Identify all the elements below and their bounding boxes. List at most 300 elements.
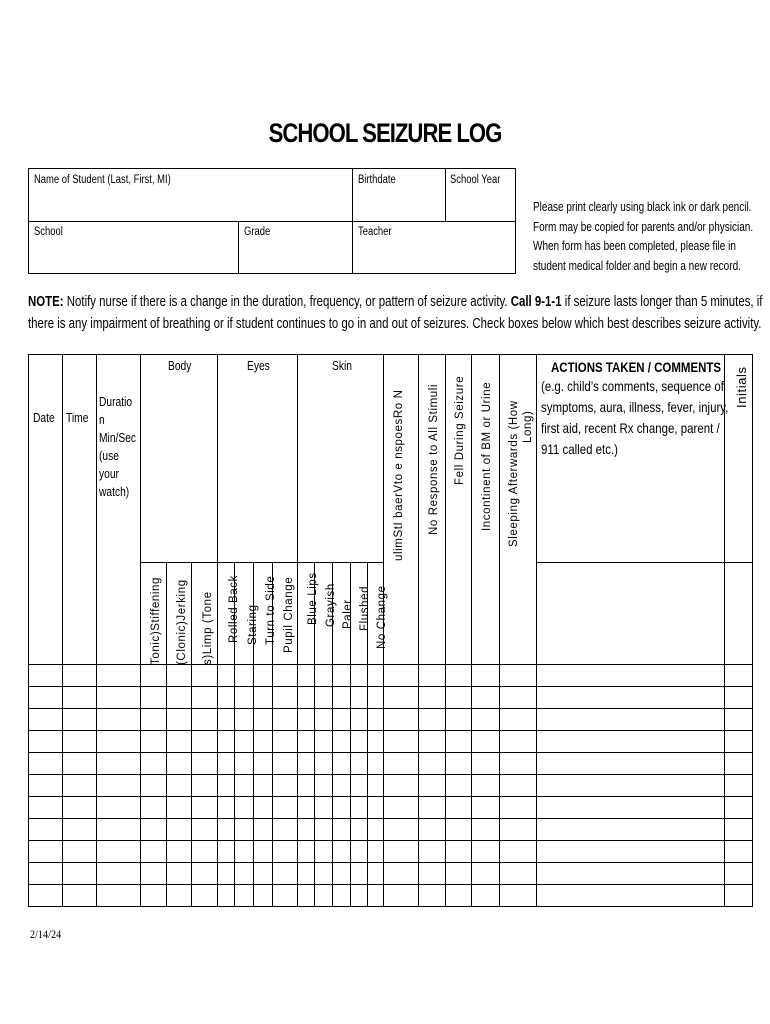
name-of-student-label: Name of Student (Last, First, MI) — [34, 174, 171, 186]
log-entry-cell[interactable] — [167, 775, 191, 796]
log-entry-cell[interactable] — [30, 709, 62, 730]
log-entry-cell[interactable] — [725, 665, 752, 686]
instructions — [533, 198, 753, 276]
log-entry-cell[interactable] — [537, 885, 724, 906]
log-entry-cell[interactable] — [419, 665, 445, 686]
log-entry-cell[interactable] — [537, 665, 724, 686]
log-entry-cell[interactable] — [537, 753, 724, 774]
log-entry-cell[interactable] — [333, 841, 350, 862]
log-entry-cell[interactable] — [167, 841, 191, 862]
log-entry-cell[interactable] — [315, 885, 332, 906]
skin-item-label: No Change — [376, 585, 388, 649]
log-entry-cell[interactable] — [63, 709, 96, 730]
log-entry-cell[interactable] — [419, 731, 445, 752]
duration-column-header: your — [99, 467, 119, 481]
log-entry-cell[interactable] — [30, 731, 62, 752]
log-entry-cell[interactable] — [218, 687, 234, 708]
log-entry-cell[interactable] — [446, 687, 471, 708]
log-entry-cell[interactable] — [254, 819, 272, 840]
log-entry-cell[interactable] — [167, 731, 191, 752]
log-entry-cell[interactable] — [254, 665, 272, 686]
school-label: School — [34, 226, 63, 238]
log-entry-cell[interactable] — [218, 863, 234, 884]
log-entry-cell[interactable] — [333, 687, 350, 708]
log-entry-cell[interactable] — [351, 665, 367, 686]
date-column-header: Date — [33, 411, 55, 425]
log-entry-cell[interactable] — [254, 753, 272, 774]
skin-item-label: Flushed — [359, 585, 371, 631]
skin-item-label: Blue Lips — [307, 572, 319, 625]
log-entry-cell[interactable] — [472, 841, 499, 862]
log-entry-cell[interactable] — [333, 665, 350, 686]
log-entry-cell[interactable] — [500, 797, 536, 818]
log-entry-cell[interactable] — [725, 841, 752, 862]
log-entry-cell[interactable] — [500, 665, 536, 686]
grid-line — [536, 562, 752, 563]
log-entry-cell[interactable] — [218, 753, 234, 774]
log-entry-cell[interactable] — [368, 775, 383, 796]
log-entry-cell[interactable] — [192, 731, 217, 752]
log-entry-cell[interactable] — [419, 863, 445, 884]
log-entry-cell[interactable] — [298, 797, 314, 818]
log-entry-cell[interactable] — [254, 687, 272, 708]
log-entry-cell[interactable] — [63, 819, 96, 840]
log-entry-cell[interactable] — [192, 709, 217, 730]
log-entry-cell[interactable] — [384, 731, 418, 752]
note-text: if seizure lasts longer than 5 minutes, if — [561, 294, 763, 310]
school-year-label: School Year — [450, 174, 501, 186]
log-entry-cell[interactable] — [315, 863, 332, 884]
log-entry-cell[interactable] — [333, 753, 350, 774]
log-entry-cell[interactable] — [333, 819, 350, 840]
log-entry-cell[interactable] — [500, 863, 536, 884]
log-entry-cell[interactable] — [141, 885, 166, 906]
log-entry-cell[interactable] — [446, 885, 471, 906]
log-entry-cell[interactable] — [315, 709, 332, 730]
sleeping-afterwards-label: Sleeping Afterwards (How — [508, 400, 520, 547]
log-entry-cell[interactable] — [141, 863, 166, 884]
log-entry-cell[interactable] — [218, 797, 234, 818]
log-entry-cell[interactable] — [725, 687, 752, 708]
eyes-item-label: Staring — [247, 604, 259, 645]
log-entry-cell[interactable] — [725, 709, 752, 730]
log-entry-cell[interactable] — [273, 797, 297, 818]
log-entry-cell[interactable] — [30, 841, 62, 862]
log-entry-cell[interactable] — [446, 665, 471, 686]
log-entry-cell[interactable] — [141, 753, 166, 774]
log-entry-cell[interactable] — [472, 753, 499, 774]
log-entry-cell[interactable] — [298, 709, 314, 730]
log-entry-cell[interactable] — [537, 841, 724, 862]
log-entry-cell[interactable] — [235, 819, 253, 840]
log-entry-cell[interactable] — [446, 841, 471, 862]
log-entry-cell[interactable] — [254, 709, 272, 730]
log-entry-cell[interactable] — [167, 665, 191, 686]
log-entry-cell[interactable] — [218, 731, 234, 752]
duration-column-header: (use — [99, 449, 119, 463]
log-entry-cell[interactable] — [472, 709, 499, 730]
log-entry-cell[interactable] — [315, 797, 332, 818]
log-entry-cell[interactable] — [30, 687, 62, 708]
log-entry-cell[interactable] — [298, 731, 314, 752]
log-entry-cell[interactable] — [725, 753, 752, 774]
log-entry-cell[interactable] — [218, 841, 234, 862]
actions-comments-hint: symptoms, aura, illness, fever, injury, — [541, 399, 729, 415]
log-entry-cell[interactable] — [537, 863, 724, 884]
log-entry-cell[interactable] — [446, 797, 471, 818]
log-entry-cell[interactable] — [97, 775, 140, 796]
log-entry-cell[interactable] — [141, 709, 166, 730]
log-entry-cell[interactable] — [273, 709, 297, 730]
log-entry-cell[interactable] — [192, 665, 217, 686]
seizure-log-table — [28, 354, 753, 907]
log-entry-cell[interactable] — [97, 709, 140, 730]
log-entry-cell[interactable] — [97, 731, 140, 752]
log-entry-cell[interactable] — [273, 819, 297, 840]
log-entry-cell[interactable] — [537, 709, 724, 730]
log-entry-cell[interactable] — [254, 797, 272, 818]
log-entry-cell[interactable] — [725, 819, 752, 840]
log-entry-cell[interactable] — [446, 709, 471, 730]
grade-label: Grade — [244, 226, 271, 238]
log-entry-cell[interactable] — [30, 665, 62, 686]
log-entry-cell[interactable] — [235, 687, 253, 708]
instruction-line: Form may be copied for parents and/or physician. — [533, 219, 754, 234]
log-entry-cell[interactable] — [141, 819, 166, 840]
log-entry-cell[interactable] — [351, 819, 367, 840]
duration-column-header: n — [99, 413, 105, 427]
log-entry-cell[interactable] — [254, 885, 272, 906]
log-entry-cell[interactable] — [725, 797, 752, 818]
duration-column-header: watch) — [99, 485, 130, 499]
no-response-to-all-stimuli-label: No Response to All Stimuli — [428, 383, 440, 535]
log-entry-cell[interactable] — [725, 775, 752, 796]
log-entry-cell[interactable] — [419, 841, 445, 862]
log-entry-cell[interactable] — [273, 753, 297, 774]
log-entry-cell[interactable] — [368, 863, 383, 884]
log-entry-cell[interactable] — [419, 885, 445, 906]
log-entry-cell[interactable] — [298, 775, 314, 796]
log-entry-cell[interactable] — [500, 687, 536, 708]
log-entry-cell[interactable] — [368, 665, 383, 686]
log-entry-cell[interactable] — [273, 731, 297, 752]
log-entry-cell[interactable] — [235, 753, 253, 774]
log-entry-cell[interactable] — [315, 665, 332, 686]
log-entry-cell[interactable] — [254, 863, 272, 884]
log-entry-cell[interactable] — [333, 885, 350, 906]
log-entry-cell[interactable] — [315, 687, 332, 708]
log-entry-cell[interactable] — [472, 775, 499, 796]
log-entry-cell[interactable] — [273, 665, 297, 686]
log-entry-cell[interactable] — [30, 863, 62, 884]
time-column-header: Time — [66, 411, 89, 425]
log-entry-cell[interactable] — [218, 775, 234, 796]
log-entry-cell[interactable] — [235, 885, 253, 906]
log-entry-cell[interactable] — [235, 775, 253, 796]
log-entry-cell[interactable] — [298, 885, 314, 906]
log-entry-cell[interactable] — [725, 731, 752, 752]
log-entry-cell[interactable] — [63, 731, 96, 752]
actions-taken-header: ACTIONS TAKEN / COMMENTS — [551, 359, 722, 375]
log-entry-cell[interactable] — [500, 709, 536, 730]
log-entry-cell[interactable] — [384, 841, 418, 862]
log-entry-cell[interactable] — [192, 753, 217, 774]
log-entry-cell[interactable] — [63, 797, 96, 818]
log-entry-cell[interactable] — [333, 863, 350, 884]
log-entry-cell[interactable] — [254, 731, 272, 752]
log-entry-cell[interactable] — [298, 819, 314, 840]
log-entry-cell[interactable] — [167, 687, 191, 708]
log-entry-cell[interactable] — [192, 819, 217, 840]
student-info-box — [28, 168, 516, 274]
log-entry-cell[interactable] — [315, 753, 332, 774]
log-entry-cell[interactable] — [472, 797, 499, 818]
log-entry-cell[interactable] — [63, 775, 96, 796]
log-entry-cell[interactable] — [167, 819, 191, 840]
log-entry-cell[interactable] — [351, 753, 367, 774]
log-entry-cell[interactable] — [141, 687, 166, 708]
log-entry-cell[interactable] — [472, 819, 499, 840]
log-entry-cell[interactable] — [167, 753, 191, 774]
grid-line — [140, 562, 383, 563]
eyes-item-label: Rolled Back — [228, 575, 240, 643]
log-entry-cell[interactable] — [384, 863, 418, 884]
log-entry-cell[interactable] — [167, 863, 191, 884]
log-entry-cell[interactable] — [30, 819, 62, 840]
log-entry-cell[interactable] — [500, 753, 536, 774]
body-item-label: Tonic)Stiffening — [150, 576, 162, 665]
log-entry-cell[interactable] — [141, 731, 166, 752]
log-entry-cell[interactable] — [537, 797, 724, 818]
log-entry-cell[interactable] — [472, 885, 499, 906]
log-entry-cell[interactable] — [419, 775, 445, 796]
log-entry-cell[interactable] — [63, 863, 96, 884]
log-entry-cell[interactable] — [235, 731, 253, 752]
log-entry-cell[interactable] — [384, 665, 418, 686]
log-entry-cell[interactable] — [273, 841, 297, 862]
log-entry-cell[interactable] — [351, 885, 367, 906]
log-entry-cell[interactable] — [97, 687, 140, 708]
body-item-label: (Clonic)Jerking — [176, 579, 188, 665]
log-entry-cell[interactable] — [315, 819, 332, 840]
revision-date: 2/14/24 — [30, 927, 62, 941]
log-entry-cell[interactable] — [235, 863, 253, 884]
log-entry-cell[interactable] — [537, 819, 724, 840]
body-group-header: Body — [168, 359, 192, 373]
note-paragraph — [28, 292, 763, 335]
actions-comments-hint: (e.g. child’s comments, sequence of — [541, 378, 724, 394]
log-entry-cell[interactable] — [500, 841, 536, 862]
log-entry-cell[interactable] — [351, 841, 367, 862]
instruction-line: Please print clearly using black ink or dark pencil. — [533, 200, 752, 214]
log-entry-cell[interactable] — [63, 665, 96, 686]
note-label: NOTE: — [28, 294, 64, 310]
log-entry-cell[interactable] — [30, 753, 62, 774]
log-entry-cell[interactable] — [235, 841, 253, 862]
log-entry-cell[interactable] — [446, 863, 471, 884]
log-entry-cell[interactable] — [419, 753, 445, 774]
log-entry-cell[interactable] — [192, 797, 217, 818]
log-entry-cell[interactable] — [141, 775, 166, 796]
log-entry-cell[interactable] — [97, 885, 140, 906]
log-entry-cell[interactable] — [273, 885, 297, 906]
log-entry-cell[interactable] — [333, 775, 350, 796]
log-entry-cell[interactable] — [446, 753, 471, 774]
log-entry-cell[interactable] — [273, 687, 297, 708]
duration-column-header: Duratio — [99, 395, 133, 409]
instruction-line: student medical folder and begin a new record. — [533, 258, 741, 273]
actions-comments-hint: 911 called etc.) — [541, 441, 619, 457]
incontinent-label: Incontinent of BM or Urine — [481, 381, 493, 531]
log-entry-cell[interactable] — [235, 709, 253, 730]
log-entry-cell[interactable] — [192, 885, 217, 906]
log-entry-cell[interactable] — [368, 885, 383, 906]
log-entry-cell[interactable] — [30, 775, 62, 796]
note-line-2: there is any impairment of breathing or if student continues to go in and out of seizures. Check boxes below which best describes seizure activity. — [28, 315, 762, 332]
log-entry-cell[interactable] — [97, 863, 140, 884]
log-entry-cell[interactable] — [419, 687, 445, 708]
log-entry-cell[interactable] — [97, 753, 140, 774]
log-entry-cell[interactable] — [167, 797, 191, 818]
skin-item-label: Paler — [342, 599, 354, 629]
log-entry-cell[interactable] — [167, 885, 191, 906]
log-entry-cell[interactable] — [192, 841, 217, 862]
log-entry-cell[interactable] — [30, 885, 62, 906]
log-entry-cell[interactable] — [384, 797, 418, 818]
log-entry-cell[interactable] — [384, 753, 418, 774]
log-entry-cell[interactable] — [472, 731, 499, 752]
log-entry-cell[interactable] — [472, 863, 499, 884]
initials-column-header: Initials — [734, 366, 749, 408]
actions-comments-hint: first aid, recent Rx change, parent / — [541, 420, 720, 436]
log-entry-cell[interactable] — [351, 731, 367, 752]
log-entry-cell[interactable] — [298, 665, 314, 686]
eyes-item-label: Turn to Side — [265, 575, 277, 645]
log-entry-cell[interactable] — [384, 775, 418, 796]
log-entry-cell[interactable] — [472, 687, 499, 708]
eyes-item-label: Pupil Change — [283, 576, 295, 653]
log-entry-cell[interactable] — [368, 687, 383, 708]
log-entry-cell[interactable] — [141, 665, 166, 686]
log-entry-cell[interactable] — [218, 819, 234, 840]
duration-column-header: Min/Sec — [99, 431, 137, 445]
log-entry-cell[interactable] — [141, 841, 166, 862]
log-entry-cell[interactable] — [218, 665, 234, 686]
log-entry-cell[interactable] — [218, 709, 234, 730]
log-entry-cell[interactable] — [446, 775, 471, 796]
log-entry-cell[interactable] — [500, 819, 536, 840]
log-entry-cell[interactable] — [298, 863, 314, 884]
log-entry-cell[interactable] — [472, 665, 499, 686]
log-entry-cell[interactable] — [368, 797, 383, 818]
log-entry-cell[interactable] — [298, 841, 314, 862]
log-entry-cell[interactable] — [315, 731, 332, 752]
note-text: Notify nurse if there is a change in the duration, frequency, or pattern of seizure activity. — [63, 294, 511, 310]
log-entry-cell[interactable] — [368, 709, 383, 730]
form-title: SCHOOL SEIZURE LOG — [268, 118, 502, 148]
log-entry-cell[interactable] — [419, 797, 445, 818]
log-entry-cell[interactable] — [97, 841, 140, 862]
log-entry-cell[interactable] — [419, 709, 445, 730]
log-entry-cell[interactable] — [537, 775, 724, 796]
eyes-group-header: Eyes — [247, 359, 270, 373]
log-entry-cell[interactable] — [351, 775, 367, 796]
log-entry-cell[interactable] — [725, 885, 752, 906]
log-entry-cell[interactable] — [500, 775, 536, 796]
log-entry-cell[interactable] — [368, 753, 383, 774]
log-entry-cell[interactable] — [384, 709, 418, 730]
log-entry-cell[interactable] — [368, 731, 383, 752]
log-entry-cell[interactable] — [63, 841, 96, 862]
no-response-to-verbal-label: ulimStI baerVto e nspoesRo N — [393, 389, 405, 561]
log-entry-cell[interactable] — [725, 863, 752, 884]
log-entry-cell[interactable] — [141, 797, 166, 818]
log-entry-cell[interactable] — [192, 775, 217, 796]
fell-during-seizure-label: Fell During Seizure — [454, 375, 466, 485]
log-entry-cell[interactable] — [333, 797, 350, 818]
log-entry-cell[interactable] — [351, 863, 367, 884]
log-entry-cell[interactable] — [63, 885, 96, 906]
log-entry-cell[interactable] — [235, 797, 253, 818]
log-entry-cell[interactable] — [97, 797, 140, 818]
log-entry-cell[interactable] — [167, 709, 191, 730]
log-entry-cell[interactable] — [30, 797, 62, 818]
log-entry-cell[interactable] — [333, 731, 350, 752]
log-entry-cell[interactable] — [500, 885, 536, 906]
sleeping-afterwards-label: Long) — [522, 410, 534, 443]
log-entry-cell[interactable] — [384, 819, 418, 840]
instruction-line: When form has been completed, please file in — [533, 239, 736, 253]
log-entry-cell[interactable] — [500, 731, 536, 752]
log-entry-cell[interactable] — [254, 841, 272, 862]
log-entry-cell[interactable] — [273, 775, 297, 796]
log-entry-cell[interactable] — [315, 841, 332, 862]
log-entry-cell[interactable] — [192, 863, 217, 884]
log-entry-cell[interactable] — [235, 665, 253, 686]
log-entry-cell[interactable] — [333, 709, 350, 730]
log-entry-cell[interactable] — [97, 819, 140, 840]
log-entry-cell[interactable] — [351, 687, 367, 708]
body-item-label: s)Limp (Tone — [202, 591, 214, 665]
skin-item-label: Grayish — [325, 583, 337, 627]
log-entry-cell[interactable] — [315, 775, 332, 796]
log-entry-cell[interactable] — [298, 753, 314, 774]
birthdate-label: Birthdate — [358, 174, 396, 186]
log-entry-cell[interactable] — [351, 797, 367, 818]
log-entry-cell[interactable] — [218, 885, 234, 906]
skin-group-header: Skin — [332, 359, 352, 373]
teacher-label: Teacher — [358, 226, 392, 238]
log-entry-cell[interactable] — [368, 841, 383, 862]
log-entry-cell[interactable] — [273, 863, 297, 884]
log-entry-cell[interactable] — [537, 687, 724, 708]
log-entry-cell[interactable] — [351, 709, 367, 730]
log-entry-cell[interactable] — [384, 885, 418, 906]
log-entry-cell[interactable] — [298, 687, 314, 708]
log-entry-cell[interactable] — [446, 731, 471, 752]
log-entry-cell[interactable] — [384, 687, 418, 708]
log-entry-cell[interactable] — [419, 819, 445, 840]
log-entry-cell[interactable] — [97, 665, 140, 686]
log-entry-cell[interactable] — [63, 753, 96, 774]
log-entry-cell[interactable] — [63, 687, 96, 708]
log-entry-cell[interactable] — [368, 819, 383, 840]
log-entry-cell[interactable] — [537, 731, 724, 752]
log-entry-cell[interactable] — [254, 775, 272, 796]
call-911-text: Call 9-1-1 — [510, 294, 562, 310]
log-entry-cell[interactable] — [192, 687, 217, 708]
log-entry-cell[interactable] — [446, 819, 471, 840]
